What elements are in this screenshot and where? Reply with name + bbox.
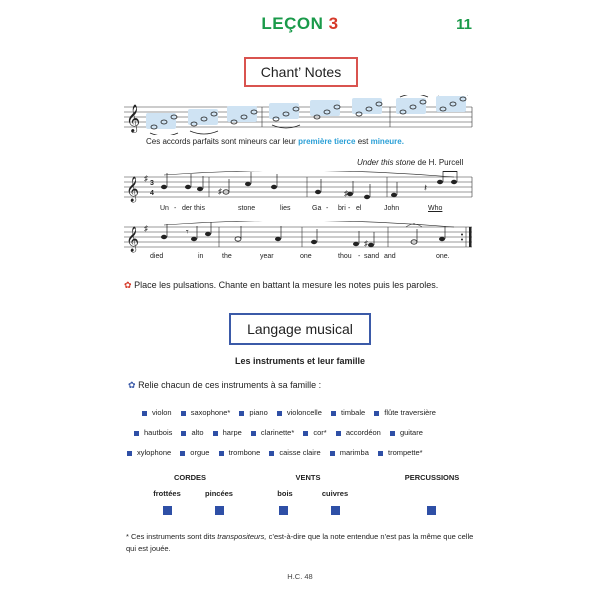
song-staff-2 <box>124 221 474 255</box>
lyrics-line-1 <box>160 205 470 215</box>
svg-text:𝄽: 𝄽 <box>424 183 428 194</box>
instrument-item: accordéon <box>336 428 381 437</box>
caption-text: Ces accords parfaits sont mineurs car leur <box>146 137 296 146</box>
lyric-syllable: - <box>348 205 351 212</box>
lyric-syllable: one. <box>436 253 450 260</box>
family-connector-dot[interactable] <box>163 506 172 515</box>
square-bullet-icon <box>277 411 282 416</box>
flower-icon: ✿ <box>124 280 132 290</box>
lyric-syllable: lies <box>280 205 291 212</box>
family-connector-dot[interactable] <box>331 506 340 515</box>
subfamily-cuivres: cuivres <box>321 489 349 498</box>
family-vents: VENTS <box>295 473 321 482</box>
square-bullet-icon <box>219 451 224 456</box>
lyric-syllable: Who <box>428 205 443 212</box>
svg-text:♯: ♯ <box>364 239 368 248</box>
family-cordes: CORDES <box>173 473 207 482</box>
lyric-syllable: Ga <box>312 205 322 212</box>
instrument-row-1 <box>142 408 443 417</box>
instrument-item: hautbois <box>134 428 172 437</box>
lyric-syllable: el <box>356 205 362 212</box>
song-credit <box>357 158 463 167</box>
family-connector-dot[interactable] <box>427 506 436 515</box>
song-title: Under this stone <box>357 158 416 167</box>
square-bullet-icon <box>336 431 341 436</box>
svg-text:♯: ♯ <box>144 174 148 183</box>
chord-staff <box>124 95 474 135</box>
square-bullet-icon <box>269 451 274 456</box>
square-bullet-icon <box>180 451 185 456</box>
lyric-syllable: and <box>384 253 396 260</box>
page-number: 11 <box>456 16 472 33</box>
lyric-syllable: Un <box>160 205 169 212</box>
square-bullet-icon <box>181 411 186 416</box>
square-bullet-icon <box>239 411 244 416</box>
subfamily-bois: bois <box>277 489 293 498</box>
flower-icon: ✿ <box>128 380 136 390</box>
square-bullet-icon <box>330 451 335 456</box>
lyric-syllable: bri <box>338 205 346 212</box>
instrument-item: clarinette* <box>251 428 294 437</box>
lyric-syllable: - <box>174 205 177 212</box>
lyric-syllable: sand <box>364 253 380 260</box>
instrument-item: caisse claire <box>269 448 320 457</box>
square-bullet-icon <box>374 411 379 416</box>
svg-text:𝄞: 𝄞 <box>126 104 141 132</box>
instrument-item: violoncelle <box>277 408 322 417</box>
instruction-text: Place les pulsations. Chante en battant la mesure les notes puis les paroles. <box>134 280 439 290</box>
song-composer: de H. Purcell <box>417 158 464 167</box>
instrument-row-3 <box>127 448 430 457</box>
instruction-pulsations <box>124 280 438 291</box>
chord-caption <box>146 137 404 146</box>
instrument-item: saxophone* <box>181 408 231 417</box>
svg-text:𝄞: 𝄞 <box>126 177 140 202</box>
svg-text:♯: ♯ <box>344 189 348 198</box>
square-bullet-icon <box>390 431 395 436</box>
instrument-item: guitare <box>390 428 423 437</box>
svg-text:3: 3 <box>150 180 154 187</box>
square-bullet-icon <box>127 451 132 456</box>
subfamily-frottees: frottées <box>153 489 181 498</box>
lyrics-line-2 <box>150 253 470 263</box>
instrument-item: harpe <box>213 428 242 437</box>
lyric-syllable: one <box>300 253 312 260</box>
lyric-syllable: der this <box>182 205 205 212</box>
instrument-item: trompette* <box>378 448 423 457</box>
lyric-syllable: died <box>150 253 164 260</box>
lyric-syllable: in <box>198 253 204 260</box>
lyric-syllable: year <box>260 253 274 260</box>
caption-highlight-2: mineure. <box>370 137 404 146</box>
lyric-syllable: John <box>384 205 400 212</box>
lyric-syllable: stone <box>238 205 256 212</box>
instrument-item: cor* <box>303 428 326 437</box>
instrument-item: piano <box>239 408 267 417</box>
square-bullet-icon <box>134 431 139 436</box>
square-bullet-icon <box>181 431 186 436</box>
square-bullet-icon <box>378 451 383 456</box>
song-staff-1 <box>124 171 474 205</box>
instrument-item: flûte traversière <box>374 408 436 417</box>
svg-text:𝄞: 𝄞 <box>126 227 140 252</box>
caption-text-mid: est <box>357 137 369 146</box>
svg-text:♯: ♯ <box>144 224 148 233</box>
family-connector-dot[interactable] <box>279 506 288 515</box>
chant-notes-title: Chant’ Notes <box>244 57 358 87</box>
lyric-syllable: thou <box>338 253 352 260</box>
instrument-row-2 <box>134 428 430 437</box>
langage-musical-title: Langage musical <box>229 313 371 345</box>
instrument-item: alto <box>181 428 203 437</box>
instruction-text: Relie chacun de ces instruments à sa famille : <box>138 380 322 390</box>
page-footer: H.C. 48 <box>287 572 313 581</box>
svg-text:𝄾: 𝄾 <box>186 227 189 238</box>
instruments-subtitle: Les instruments et leur famille <box>234 356 366 366</box>
square-bullet-icon <box>142 411 147 416</box>
instrument-item: orgue <box>180 448 209 457</box>
instrument-item: timbale <box>331 408 365 417</box>
family-percussions: PERCUSSIONS <box>404 473 460 482</box>
svg-text:4: 4 <box>150 190 154 197</box>
square-bullet-icon <box>251 431 256 436</box>
caption-highlight-1: première tierce <box>298 137 356 146</box>
lesson-title <box>0 14 600 34</box>
lyric-syllable: - <box>358 253 361 260</box>
lesson-word: LEÇON <box>261 14 324 33</box>
lyric-syllable: - <box>326 205 329 212</box>
square-bullet-icon <box>213 431 218 436</box>
instrument-item: marimba <box>330 448 369 457</box>
instrument-item: violon <box>142 408 172 417</box>
square-bullet-icon <box>331 411 336 416</box>
lyric-syllable: the <box>222 253 232 260</box>
svg-text:♯: ♯ <box>218 187 222 196</box>
footnote: * Ces instruments sont dits transpositeurs, c’est-à-dire que la note entendue n’est pas la même que celle qui est jouée. <box>126 532 474 553</box>
instruction-relie <box>128 380 321 391</box>
instrument-item: xylophone <box>127 448 171 457</box>
square-bullet-icon <box>303 431 308 436</box>
family-connector-dot[interactable] <box>215 506 224 515</box>
instrument-item: trombone <box>219 448 261 457</box>
subfamily-pincees: pincées <box>205 489 233 498</box>
lesson-number: 3 <box>328 14 339 33</box>
